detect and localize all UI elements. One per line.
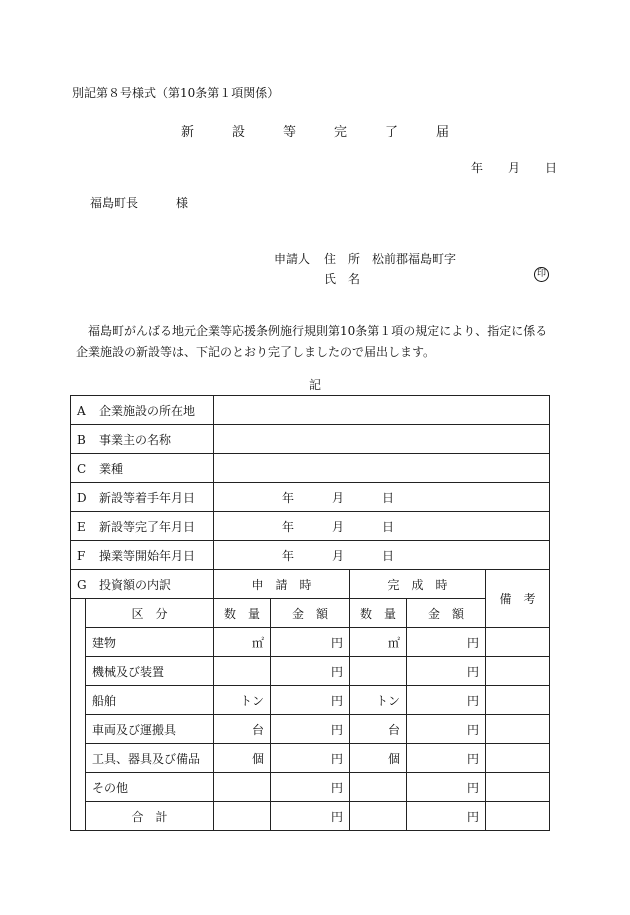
remarks-cell[interactable] [486, 628, 550, 657]
amount-cell[interactable]: 円 [407, 657, 486, 686]
item-name: 機械及び装置 [86, 657, 214, 686]
remarks-cell[interactable] [486, 744, 550, 773]
row-label: B 事業主の名称 [71, 425, 214, 454]
header-remarks: 備 考 [486, 570, 550, 628]
date-year-label: 年 [471, 161, 484, 175]
addressee: 福島町長 [90, 196, 139, 210]
name-label: 氏 名 [324, 272, 361, 286]
form-table [70, 395, 550, 831]
remarks-cell[interactable] [486, 686, 550, 715]
operation-date-field[interactable]: 年 月 日 [214, 541, 550, 570]
document-title [0, 121, 630, 140]
table-row [71, 425, 550, 454]
row-label: D 新設等着手年月日 [71, 483, 214, 512]
quantity-cell[interactable]: 個 [214, 744, 271, 773]
row-label: G 投資額の内訳 [71, 570, 214, 599]
item-name: その他 [86, 773, 214, 802]
remarks-cell[interactable] [486, 657, 550, 686]
table-row [71, 396, 550, 425]
body-text-line1: 福島町がんばる地元企業等応援条例施行規則第10条第１項の規定により、指定に係る [88, 324, 548, 338]
amount-cell[interactable]: 円 [271, 686, 350, 715]
quantity-cell[interactable]: 個 [350, 744, 407, 773]
table-row [71, 483, 550, 512]
title-char: 設 [231, 125, 245, 140]
row-label: C 業種 [71, 454, 214, 483]
quantity-cell[interactable]: 台 [350, 715, 407, 744]
title-char: 等 [282, 125, 296, 140]
body-text-line2: 企業施設の新設等は、下記のとおり完了しましたので届出します。 [76, 345, 436, 359]
table-row [71, 454, 550, 483]
table-row [71, 570, 550, 599]
title-char: 了 [385, 125, 399, 140]
remarks-cell[interactable] [486, 715, 550, 744]
quantity-cell[interactable]: トン [214, 686, 271, 715]
quantity-cell[interactable] [214, 657, 271, 686]
header-completion: 完 成 時 [350, 570, 486, 599]
header-amount: 金 額 [271, 599, 350, 628]
header-application: 申 請 時 [214, 570, 350, 599]
item-name: 車両及び運搬具 [86, 715, 214, 744]
quantity-cell[interactable] [214, 802, 271, 831]
quantity-cell[interactable] [350, 657, 407, 686]
item-name: 建物 [86, 628, 214, 657]
table-row [71, 686, 550, 715]
table-row [71, 802, 550, 831]
amount-cell[interactable]: 円 [271, 628, 350, 657]
item-name: 工具、器具及び備品 [86, 744, 214, 773]
table-row [71, 599, 550, 628]
quantity-cell[interactable] [214, 773, 271, 802]
form-number: 別記第８号様式（第10条第１項関係） [72, 86, 280, 100]
header-category: 区 分 [86, 599, 214, 628]
address-value: 松前郡福島町字 [372, 252, 457, 266]
table-row [71, 744, 550, 773]
location-field[interactable] [214, 396, 550, 425]
amount-cell[interactable]: 円 [407, 686, 486, 715]
amount-cell[interactable]: 円 [407, 773, 486, 802]
amount-cell[interactable]: 円 [271, 802, 350, 831]
table-row [71, 657, 550, 686]
header-amount: 金 額 [407, 599, 486, 628]
business-owner-field[interactable] [214, 425, 550, 454]
quantity-cell[interactable] [350, 802, 407, 831]
amount-cell[interactable]: 円 [407, 715, 486, 744]
header-quantity: 数 量 [350, 599, 407, 628]
industry-field[interactable] [214, 454, 550, 483]
quantity-cell[interactable]: ㎡ [214, 628, 271, 657]
row-label: A 企業施設の所在地 [71, 396, 214, 425]
seal-icon: 印 [534, 267, 549, 282]
row-label: F 操業等開始年月日 [71, 541, 214, 570]
item-name: 船舶 [86, 686, 214, 715]
amount-cell[interactable]: 円 [407, 802, 486, 831]
start-date-field[interactable]: 年 月 日 [214, 483, 550, 512]
addressee-suffix: 様 [176, 196, 189, 210]
applicant-label: 申請人 [274, 252, 311, 266]
completion-date-field[interactable]: 年 月 日 [214, 512, 550, 541]
ki-heading: 記 [308, 378, 321, 392]
quantity-cell[interactable] [350, 773, 407, 802]
quantity-cell[interactable]: トン [350, 686, 407, 715]
amount-cell[interactable]: 円 [271, 773, 350, 802]
total-label: 合 計 [86, 802, 214, 831]
address-label: 住 所 [324, 252, 361, 266]
amount-cell[interactable]: 円 [271, 744, 350, 773]
remarks-cell[interactable] [486, 802, 550, 831]
title-char: 完 [334, 125, 348, 140]
title-char: 届 [436, 125, 450, 140]
table-row [71, 512, 550, 541]
table-row [71, 541, 550, 570]
table-row [71, 773, 550, 802]
header-quantity: 数 量 [214, 599, 271, 628]
amount-cell[interactable]: 円 [271, 657, 350, 686]
date-day-label: 日 [545, 161, 558, 175]
table-row [71, 715, 550, 744]
quantity-cell[interactable]: 台 [214, 715, 271, 744]
amount-cell[interactable]: 円 [407, 744, 486, 773]
table-row [71, 628, 550, 657]
remarks-cell[interactable] [486, 773, 550, 802]
amount-cell[interactable]: 円 [271, 715, 350, 744]
quantity-cell[interactable]: ㎡ [350, 628, 407, 657]
title-char: 新 [180, 125, 194, 140]
row-label: E 新設等完了年月日 [71, 512, 214, 541]
amount-cell[interactable]: 円 [407, 628, 486, 657]
date-month-label: 月 [508, 161, 521, 175]
